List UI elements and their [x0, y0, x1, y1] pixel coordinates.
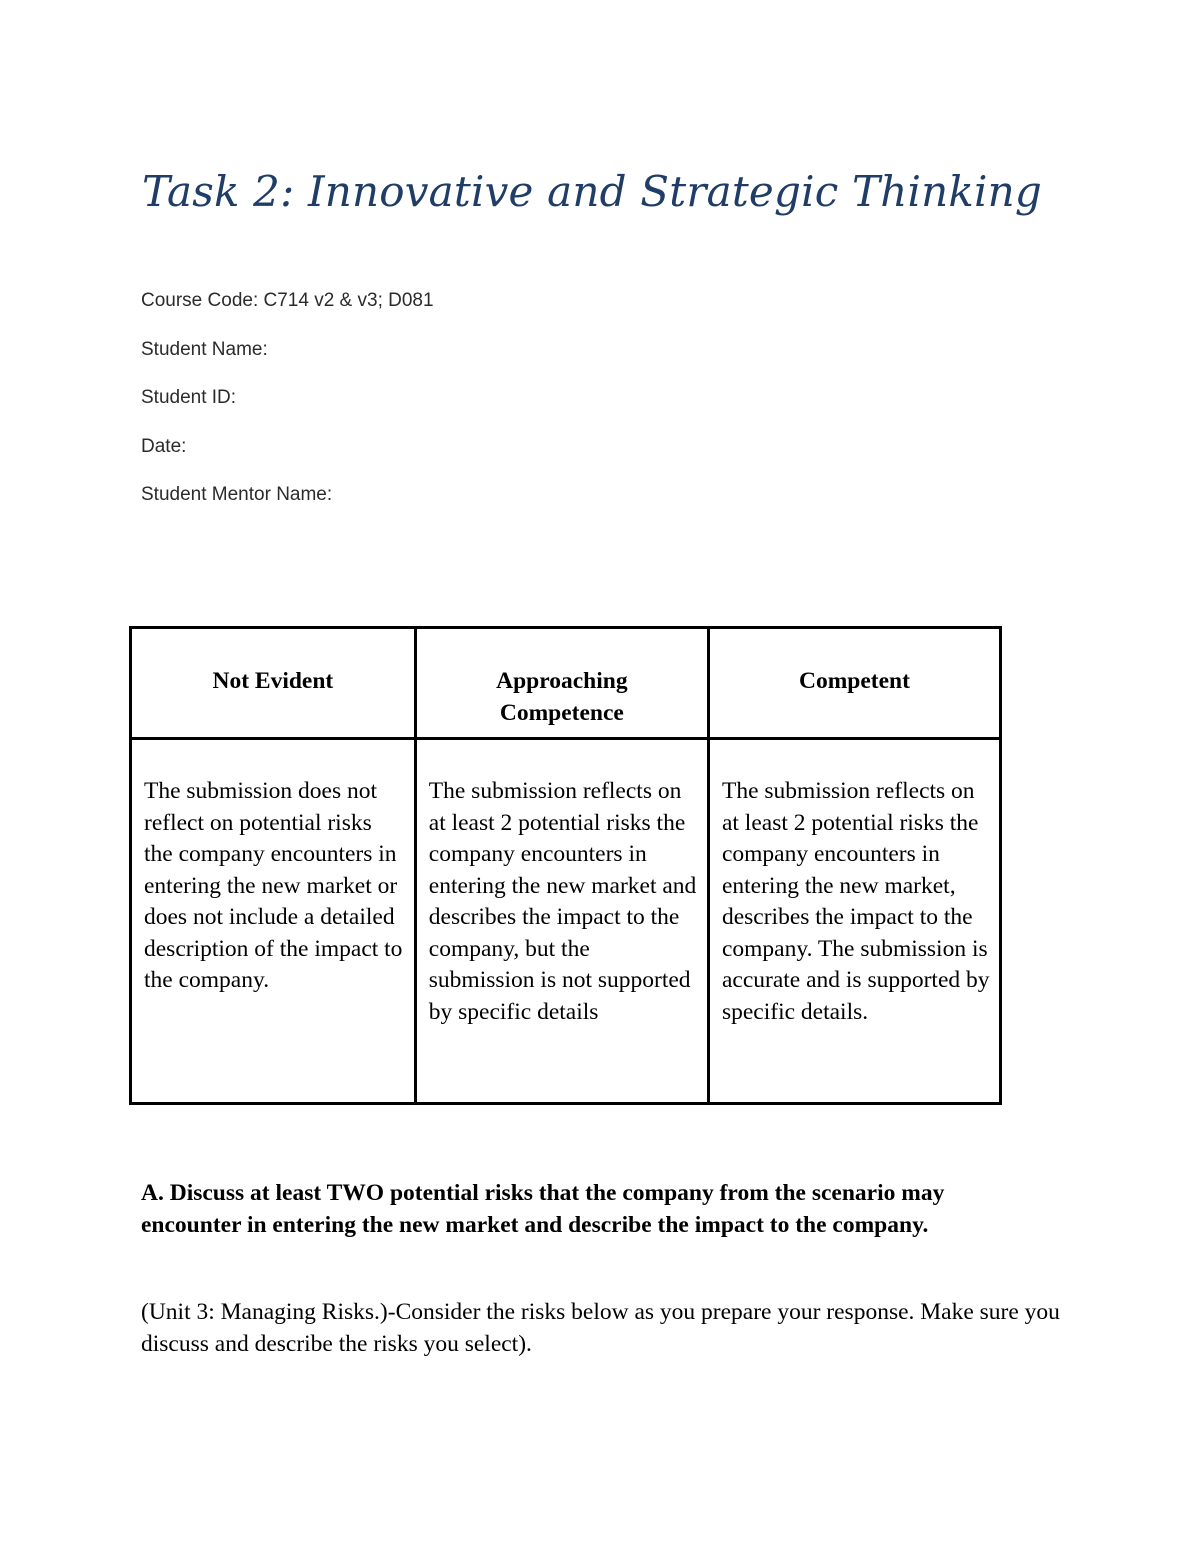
rubric-criteria-row	[131, 739, 1001, 1104]
rubric-cell-approaching-competence: The submission reflects on at least 2 potential risks the company encounters in entering the new market and describes the impact to the company, but the submission is not supported by specific details	[415, 739, 708, 1104]
rubric-header-competent	[708, 628, 1000, 739]
rubric-cell-not-evident: The submission does not reflect on potential risks the company encounters in entering the new market or does not include a detailed description of the impact to the company.	[131, 739, 416, 1104]
rubric-header-not-evident	[131, 628, 416, 739]
student-info-block	[141, 284, 434, 527]
rubric-table	[129, 626, 1002, 1105]
rubric-header-label: Not Evident	[212, 668, 334, 694]
rubric-header-label: Approaching Competence	[496, 668, 628, 726]
rubric-header-approaching-competence	[415, 628, 708, 739]
mentor-name-label: Student Mentor Name:	[141, 484, 333, 505]
course-code-label: Course Code: C714 v2 & v3; D081	[141, 290, 434, 311]
date-label: Date:	[141, 435, 187, 457]
student-id-label: Student ID:	[141, 387, 237, 408]
student-name-label: Student Name:	[141, 338, 268, 360]
rubric-cell-competent: The submission reflects on at least 2 potential risks the company encounters in entering the new market, describes the impact to the company. The submission is accurate and is supported by specific details.	[708, 739, 1000, 1104]
question-a: A. Discuss at least TWO potential risks that the company from the scenario may encounter in entering the new market and describe the impact to the company.	[141, 1180, 945, 1238]
rubric-header-row	[131, 628, 1001, 739]
page-title: Task 2: Innovative and Strategic Thinking	[142, 167, 1042, 216]
rubric-header-label: Competent	[799, 668, 910, 694]
unit-note: (Unit 3: Managing Risks.)-Consider the risks below as you prepare your response. Make sure you discuss and describe the risks you select).	[141, 1299, 1060, 1357]
